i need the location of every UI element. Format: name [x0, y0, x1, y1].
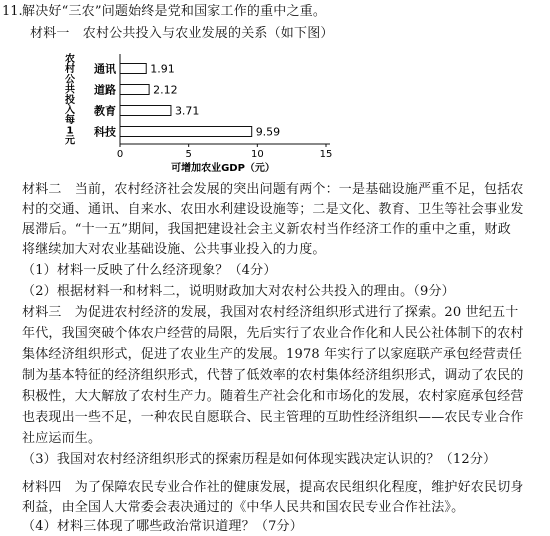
- investment-chart: [64, 52, 344, 178]
- y-axis-label-char: 公: [65, 74, 75, 86]
- y-axis-label-char: 每: [65, 115, 75, 127]
- value-label: 1.91: [150, 62, 175, 76]
- x-tick-label: 5: [185, 149, 192, 160]
- y-axis-label-char: 元: [65, 135, 75, 147]
- material3-line-3: 集体经济组织形式，促进了农业生产的发展。1978 年实行了以家庭联产承包经营责任: [22, 347, 523, 362]
- question-3: （3）我国对农村经济组织形式的探索历程是如何体现实践决定认识的？（12分）: [22, 452, 497, 467]
- material4-line-1: 材料四 为了保障农民专业合作社的健康发展，提高农民组织化程度，维护好农民切身: [22, 480, 524, 495]
- question-stem: 解决好“三农”问题始终是党和国家工作的重中之重。: [22, 4, 327, 19]
- x-tick-label: 0: [116, 149, 124, 160]
- category-label: 科技: [94, 125, 116, 139]
- material2-line-1: 材料二 当前，农村经济社会发展的突出问题有两个：一是基础设施严重不足，包括农: [22, 182, 524, 197]
- category-label: 道路: [94, 83, 116, 97]
- material2-line-4: 将继续加大对农业基础设施、公共事业投入的力度。: [22, 242, 326, 257]
- bar: [120, 85, 149, 95]
- material3-line-1: 材料三 为促进农村经济的发展，我国对农村经济组织形式进行了探索。20 世纪五十: [22, 305, 519, 320]
- material3-line-4: 制为基本特征的经济组织形式，代替了低效率的农村集体经济组织形式，调动了农民的: [22, 368, 524, 383]
- value-label: 2.12: [153, 83, 178, 97]
- material1-title: 材料一 农村公共投入与农业发展的关系（如下图）: [30, 26, 334, 41]
- category-label: 通讯: [94, 62, 116, 76]
- material3-line-5: 积极性，大大解放了农村生产力。随着生产社会化和市场化的发展，农村家庭承包经营: [22, 389, 524, 404]
- y-axis-label-char: 入: [65, 105, 75, 116]
- x-tick-label: 15: [319, 149, 333, 160]
- chart-svg: [64, 52, 344, 178]
- material2-line-3: 展滞后。“十一五”期间，我国把建设社会主义新农村当作经济工作的重中之重，财政: [22, 222, 511, 237]
- x-axis-label: 可增加农业GDP（元）: [171, 163, 275, 174]
- y-axis-label-char: 1: [66, 125, 74, 137]
- y-axis-label-char: 村: [65, 64, 75, 76]
- question-number: 11.: [2, 4, 23, 19]
- question-4: （4）材料三体现了哪些政治常识道理？（7分）: [22, 519, 303, 534]
- category-label: 教育: [94, 104, 116, 118]
- y-axis-label-char: 投: [65, 94, 75, 106]
- x-tick-label: 10: [250, 149, 264, 160]
- y-axis-label-char: 农: [65, 54, 75, 65]
- question-1: （1）材料一反映了什么经济现象？（4分）: [22, 263, 277, 278]
- bar: [120, 64, 146, 74]
- material3-line-7: 社应运而生。: [22, 431, 102, 446]
- material3-line-6: 也表现出一些不足，一种农民自愿联合、民主管理的互助性经济组织——农民专业合作: [22, 410, 524, 425]
- material2-line-2: 村的交通、通讯、自来水、农田水利建设设施等；二是文化、教育、卫生等社会事业发: [22, 202, 524, 217]
- value-label: 3.71: [174, 104, 200, 118]
- material3-line-2: 年代，我国突破个体农户经营的局限，先后实行了农业合作化和人民公社体制下的农村: [22, 326, 524, 341]
- material4-line-2: 利益，由全国人大常委会表决通过的《中华人民共和国农民专业合作社法》。: [22, 500, 465, 515]
- bar: [120, 127, 252, 137]
- value-label: 9.59: [255, 125, 281, 139]
- question-2: （2）根据材料一和材料二，说明财政加大对农村公共投入的理由。（9分）: [22, 284, 455, 299]
- y-axis-label-char: 共: [65, 84, 75, 96]
- bar: [120, 106, 171, 116]
